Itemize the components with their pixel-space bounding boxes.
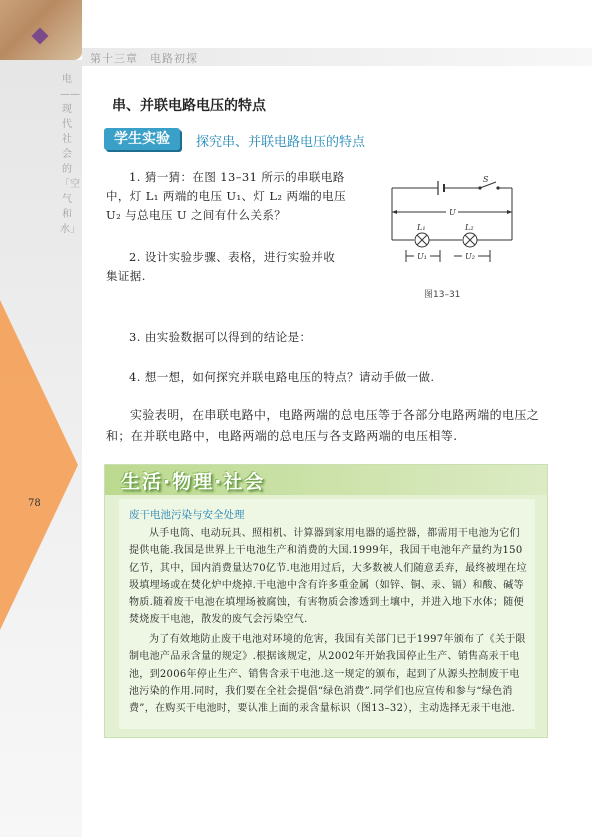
page-number: 78 [28, 498, 41, 509]
switch-label: S [483, 175, 489, 184]
question-1: 1. 猜一猜：在图 13–31 所示的串联电路中，灯 L₁ 两端的电压 U₁、灯 L₂ 两端的电压 U₂ 与总电压 U 之间有什么关系？ [106, 170, 346, 222]
experiment-conclusion: 实验表明，在串联电路中，电路两端的总电压等于各部分电路两端的电压之和；在并联电路中，电路两端的总电压与各支路两端的电压相等. [106, 408, 540, 443]
series-circuit-figure [372, 172, 532, 276]
life-physics-society-box [104, 464, 548, 738]
u1-label: U₁ [417, 252, 427, 261]
life-box-heading: 废干电池污染与安全处理 [129, 509, 245, 521]
question-3: 3. 由实验数据可以得到的结论是： [129, 330, 312, 344]
question-4: 4. 想一想，如何探究并联电路电压的特点？请动手做一做. [129, 370, 435, 384]
experiment-title: 探究串、并联电路电压的特点 [196, 135, 366, 150]
side-vertical-title: 电——现代社会的「空气和水」 [60, 74, 80, 235]
student-experiment-badge: 学生实验 [104, 128, 180, 150]
life-box-content [119, 499, 535, 729]
life-box-paragraph-2: 为了有效地防止废干电池对环境的危害，我国有关部门已于1997年颁布了《关于限制电池产品汞含量的规定》.根据该规定，从2002年开始我国停止生产、销售高汞干电池，到2006年停止生产、销售含汞干电池.这一规定的颁布，起到了从源头控制废干电池污染的作用.同时，我们要在全社会提倡“绿色消费”.同学们也应宣传和参与“绿色消费”，在购买干电池时，要认准上面的汞含量标识（图13–32），主动选择无汞干电池. [129, 634, 526, 715]
orange-triangle-decoration [0, 300, 78, 630]
u2-label: U₂ [465, 252, 475, 261]
lamp1-label: L₁ [417, 223, 426, 232]
corner-decoration [0, 0, 82, 60]
life-banner [105, 465, 547, 495]
circuit-diagram [372, 172, 532, 276]
section-title: 串、并联电路电压的特点 [112, 98, 266, 114]
lamp2-label: L₂ [465, 223, 474, 232]
figure-caption: 图13–31 [424, 290, 461, 300]
life-box-paragraph-1: 从手电筒、电动玩具、照相机、计算器到家用电器的遥控器，都需用干电池为它们提供电能.我国是世界上干电池生产和消费的大国.1999年，我国干电池年产量约为150亿节，其中，国内消费量达70亿节.电池用过后，大多数被人们随意丢弃，最终被埋在垃圾填埋场或在焚化炉中烧掉.干电池中含有许多重金属（如锌、铜、汞、镉）和酸、碱等物质.随着废干电池在填埋场被腐蚀，有害物质会渗透到土壤中，并进入地下水体；随便焚烧废干电池，散发的废气会污染空气. [129, 528, 527, 626]
chapter-header: 第十三章 电路初探 [90, 52, 198, 65]
gem-icon [32, 28, 49, 45]
question-2: 2. 设计实验步骤、表格，进行实验并收集证据. [106, 250, 336, 283]
total-voltage-label: U [449, 208, 456, 217]
life-banner-title: 生活·物理·社会 [121, 471, 266, 493]
